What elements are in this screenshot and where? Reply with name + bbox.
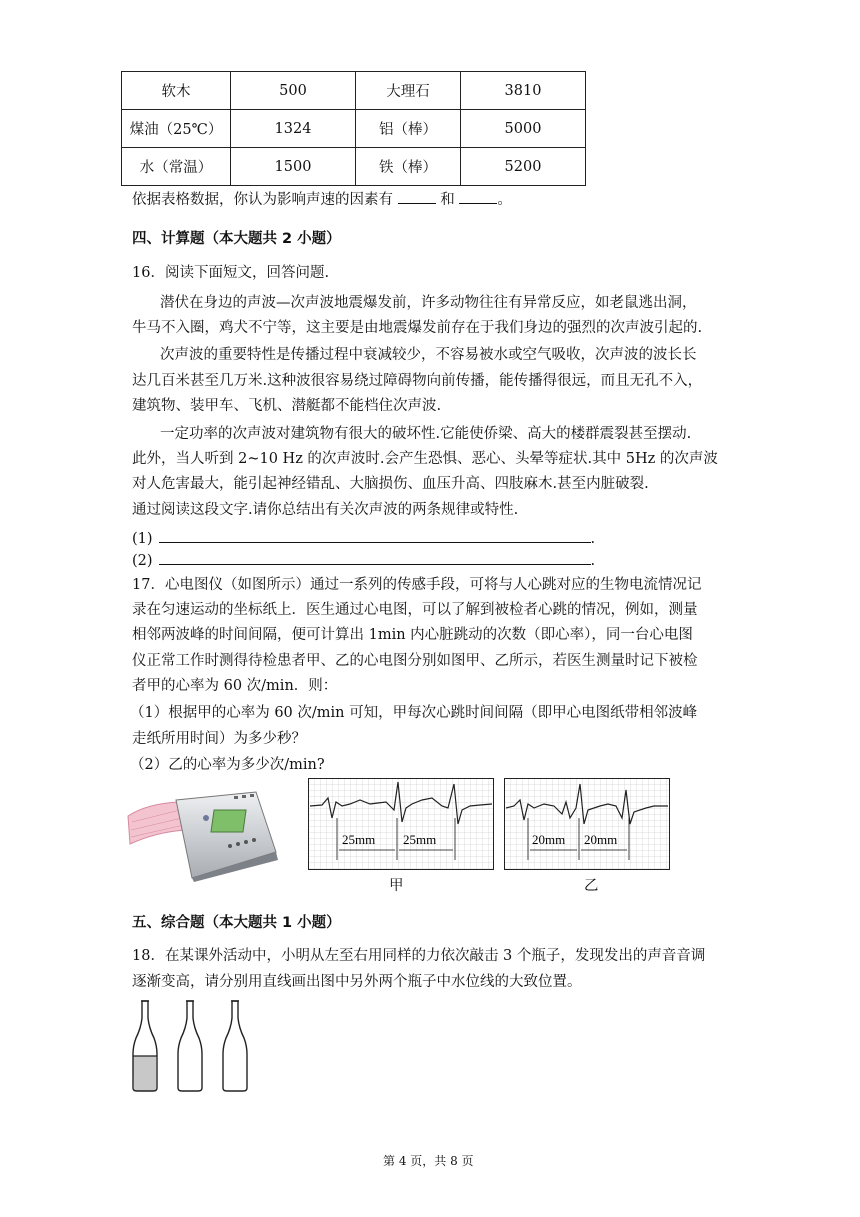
table-cell: 水（常温）: [122, 148, 231, 186]
section-heading-4: 四、计算题（本大题共 2 小题）: [132, 231, 341, 247]
q17-text: 17．心电图仪（如图所示）通过一系列的传感手段，可将与人心跳对应的生物电流情况记: [132, 577, 702, 593]
page-footer: 第 4 页，共 8 页: [383, 1154, 474, 1168]
bottle-icon: [223, 1001, 247, 1091]
bottle-icon: [133, 1001, 157, 1091]
q17-sub1: 走纸所用时间）为多少秒？: [132, 731, 306, 747]
answer-line-2[interactable]: [159, 549, 591, 565]
bottle-icon: [178, 1001, 202, 1091]
q16-ask: 通过阅读这段文字.请你总结出有关次声波的两条规律或特性.: [132, 502, 519, 518]
q16-text: 牛马不入圈，鸡犬不宁等，这主要是由地震爆发前存在于我们身边的强烈的次声波引起的.: [132, 320, 703, 336]
q17-text: 者甲的心率为 60 次/min．则：: [132, 678, 338, 694]
q16-text: 潜伏在身边的声波—次声波地震爆发前，许多动物往往有异常反应，如老鼠逃出洞，: [160, 295, 697, 311]
answer-row-2: (2) .: [132, 549, 595, 571]
ecg-yi-distance-1: 20mm: [532, 832, 566, 847]
table-cell: 5200: [461, 148, 586, 186]
blank-2[interactable]: [459, 188, 497, 204]
q17-sub1: （1）根据甲的心率为 60 次/min 可知，甲每次心跳时间间隔（即甲心电图纸带相邻波峰: [130, 705, 698, 721]
q17-text: 仪正常工作时测得待检患者甲、乙的心电图分别如图甲、乙所示，若医生测量时记下被检: [132, 653, 698, 669]
blank-1[interactable]: [398, 188, 436, 204]
q17-text: 相邻两波峰的时间间隔，便可计算出 1min 内心脏跳动的次数（即心率），同一台心电图: [132, 627, 693, 643]
q16-text: 建筑物、装甲车、飞机、潜艇都不能档住次声波.: [132, 398, 442, 414]
table-cell: 大理石: [356, 72, 461, 110]
q16-text: 对人危害最大，能引起神经错乱、大脑损伤、血压升高、四肢麻木.甚至内脏破裂.: [132, 476, 649, 492]
q16-text: 此外，当人听到 2~10 Hz 的次声波时.会产生恐惧、恶心、头晕等症状.其中 5Hz 的次声波: [132, 451, 718, 467]
table-row: [122, 110, 586, 148]
q15-prompt: 依据表格数据，你认为影响声速的因素有 和 。: [132, 188, 512, 210]
ecg-chart-yi: [504, 778, 670, 870]
q16-text: 一定功率的次声波对建筑物有很大的破坏性.它能使侨梁、高大的楼群震裂甚至摆动.: [160, 426, 692, 442]
table-cell: 1500: [231, 148, 356, 186]
q16-text: 次声波的重要特性是传播过程中衰减较少，不容易被水或空气吸收，次声波的波长长: [160, 347, 697, 363]
table-row: [122, 148, 586, 186]
table-cell: 3810: [461, 72, 586, 110]
q17-sub2: （2）乙的心率为多少次/min?: [130, 757, 325, 773]
q16-text: 达几百米甚至几万米.这种波很容易绕过障碍物向前传播，能传播得很远，而且无孔不入，: [132, 373, 703, 389]
ecg-chart-jia: [308, 778, 494, 870]
table-row: [122, 72, 586, 110]
ecg-jia-distance-2: 25mm: [403, 832, 437, 847]
table-cell: 1324: [231, 110, 356, 148]
caption-jia: 甲: [389, 878, 404, 894]
answer-row-1: (1) .: [132, 527, 595, 549]
ecg-machine-image: [126, 782, 281, 882]
q18-text: 逐渐变高，请分别用直线画出图中另外两个瓶子中水位线的大致位置。: [132, 974, 582, 990]
table-cell: 5000: [461, 110, 586, 148]
answer-line-1[interactable]: [159, 527, 591, 543]
q16-intro: 16．阅读下面短文，回答问题.: [132, 265, 330, 281]
bottles-figure: [128, 998, 252, 1094]
caption-yi: 乙: [584, 878, 599, 894]
speed-table: [121, 71, 586, 186]
section-heading-5: 五、综合题（本大题共 1 小题）: [132, 915, 341, 931]
q17-text: 录在匀速运动的坐标纸上．医生通过心电图，可以了解到被检者心跳的情况，例如，测量: [132, 602, 698, 618]
q18-text: 18．在某课外活动中，小明从左至右用同样的力依次敲击 3 个瓶子，发现发出的声音音调: [132, 948, 706, 964]
table-cell: 煤油（25℃）: [122, 110, 231, 148]
ecg-yi-distance-2: 20mm: [584, 832, 618, 847]
ecg-jia-distance-1: 25mm: [342, 832, 376, 847]
table-cell: 铝（棒）: [356, 110, 461, 148]
table-cell: 500: [231, 72, 356, 110]
table-cell: 软木: [122, 72, 231, 110]
table-cell: 铁（棒）: [356, 148, 461, 186]
